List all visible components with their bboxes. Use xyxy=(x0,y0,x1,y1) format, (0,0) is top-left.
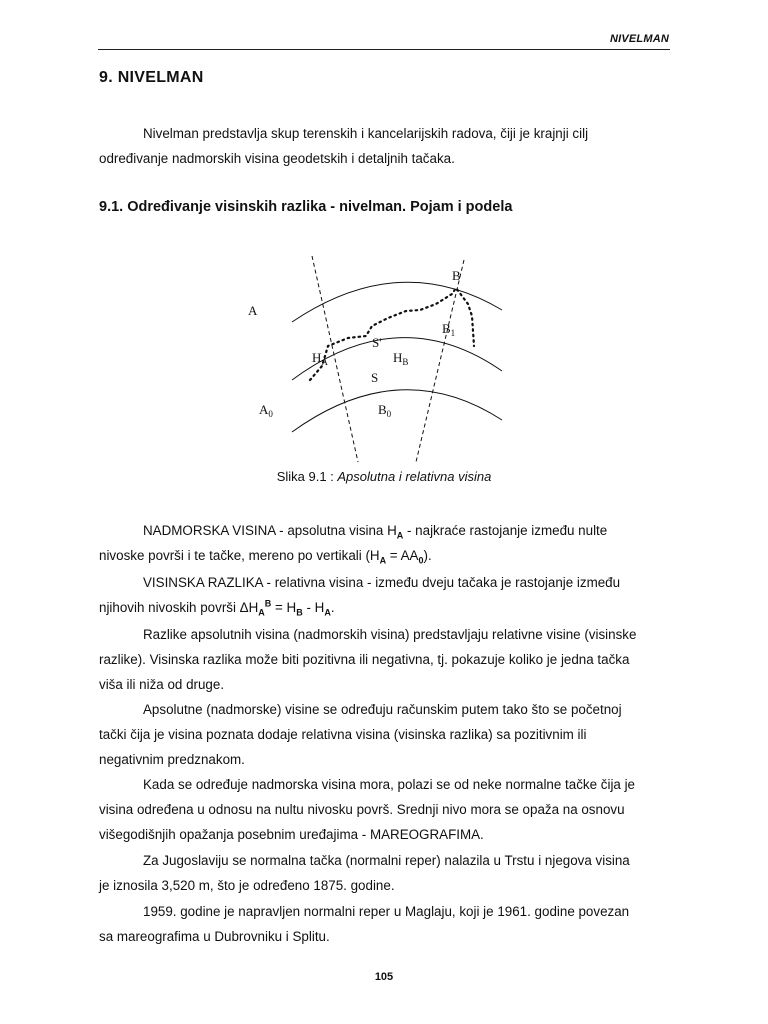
paragraph-6-line-2: je iznosila 3,520 m, što je određeno 1875. godine. xyxy=(99,878,395,893)
intro-line-2: određivanje nadmorskih visina geodetskih i detaljnih tačaka. xyxy=(99,151,455,166)
figure-diagram xyxy=(240,254,520,464)
label-b0: $B_0$ xyxy=(378,402,392,419)
definition-1-line-2: nivoske površi i te tačke, mereno po vertikali $(H_A = AA_0)$. xyxy=(99,548,432,566)
label-s: S xyxy=(371,370,379,385)
body-paragraph-7 xyxy=(99,899,669,949)
label-hb: $H_B$ xyxy=(393,350,409,367)
definition-2-line-1: VISINSKA RAZLIKA - relativna visina - između dveju tačaka je rastojanje između xyxy=(143,575,621,590)
caption-title: Apsolutna i relativna visina xyxy=(337,469,492,484)
paragraph-4-line-3: negativnim predznakom. xyxy=(99,752,245,767)
paragraph-5-line-1: Kada se određuje nadmorska visina mora, polazi se od neke normalne tačke čija je xyxy=(143,777,636,792)
paragraph-4-line-1: Apsolutne (nadmorske) visine se određuju računskim putem tako što se početnoj xyxy=(143,702,622,717)
paragraph-3-line-1: Razlike apsolutnih visina (nadmorskih visina) predstavljaju relativne visine (visinske xyxy=(143,627,637,642)
chapter-title: 9. NIVELMAN xyxy=(99,69,204,86)
definition-1-line-1: NADMORSKA VISINA - apsolutna visina $H_A$ - najkraće rastojanje između nulte xyxy=(143,523,608,541)
intro-line-1: Nivelman predstavlja skup terenskih i kancelarijskih radova, čiji je krajnji cilj xyxy=(143,126,589,141)
paragraph-4-line-2: tački čija je visina poznata dodaje relativna visina (visinska razlika) sa pozitivnim ili xyxy=(99,727,587,742)
paragraph-6-line-1: Za Jugoslaviju se normalna tačka (normalni reper) nalazila u Trstu i njegova visina xyxy=(143,853,630,868)
definition-paragraph-1 xyxy=(99,518,669,568)
page-number: 105 xyxy=(374,971,394,983)
level-surface-a xyxy=(292,282,502,322)
running-header: NIVELMAN xyxy=(609,33,669,45)
paragraph-5-line-3: višegodišnjih opažanja posebnim uređajima - MAREOGRAFIMA. xyxy=(99,827,484,842)
body-paragraph-3 xyxy=(99,622,669,697)
paragraph-7-line-1: 1959. godine je napravljen normalni reper u Maglaju, koji je 1961. godine povezan xyxy=(143,904,630,919)
caption-label: Slika 9.1 : xyxy=(276,469,338,484)
body-paragraph-4 xyxy=(99,697,669,772)
label-s-prime: S' xyxy=(372,335,382,350)
paragraph-3-line-3: viša ili niža od druge. xyxy=(99,677,225,692)
paragraph-5-line-2: visina određena u odnosu na nultu nivosku površ. Srednji nivo mora se opaža na osnovu xyxy=(99,802,625,817)
definition-2-line-2: njihovih nivoskih površi $\Delta H_A^B = H_B - H_A$. xyxy=(99,598,335,618)
label-a0: $A_0$ xyxy=(259,402,273,419)
label-b: B xyxy=(452,268,461,283)
header-rule xyxy=(98,49,670,50)
definition-paragraph-2 xyxy=(99,570,669,620)
section-title: 9.1. Određivanje visinskih razlika - nivelman. Pojam i podela xyxy=(99,199,513,215)
intro-paragraph xyxy=(99,121,669,171)
body-paragraph-5 xyxy=(99,772,669,847)
body-paragraph-6 xyxy=(99,848,669,898)
label-ha: $H_A$ xyxy=(312,350,328,367)
paragraph-3-line-2: razlike). Visinska razlika može biti pozitivna ili negativna, tj. pokazuje koliko je jedna tačka xyxy=(99,652,630,667)
level-surface-zero xyxy=(292,390,502,432)
label-b1: $B_1$ xyxy=(442,321,456,338)
label-a: A xyxy=(248,303,258,318)
paragraph-7-line-2: sa mareografima u Dubrovniku i Splitu. xyxy=(99,929,330,944)
figure-caption xyxy=(0,469,768,484)
